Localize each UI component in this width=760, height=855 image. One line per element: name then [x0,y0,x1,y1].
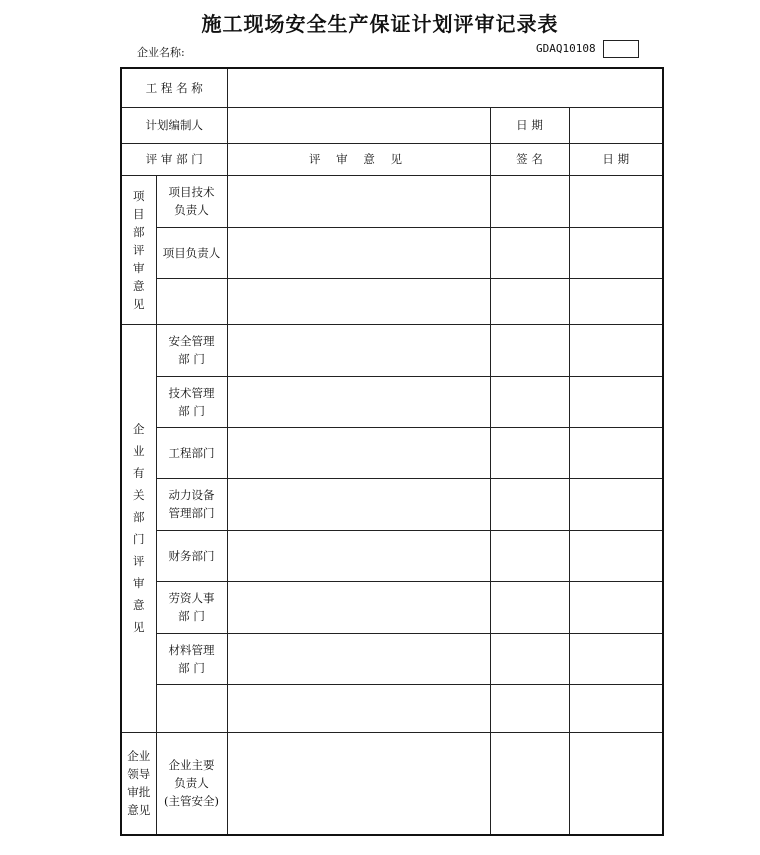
company-name-label: 企业名称: [137,46,185,59]
dept-labor-personnel: 劳资人事 部 门 [156,581,227,633]
opinion-cell[interactable] [227,581,490,633]
dept-enterprise-blank[interactable] [156,684,227,732]
dept-project-lead: 项目负责人 [156,227,227,278]
project-name-value[interactable] [227,68,663,107]
date-cell[interactable] [569,478,663,530]
sign-cell[interactable] [490,581,569,633]
dept-materials-management: 材料管理 部 门 [156,633,227,684]
project-name-label: 工 程 名 称 [121,68,227,107]
dept-project-blank[interactable] [156,278,227,324]
date-cell[interactable] [569,175,663,227]
date-cell[interactable] [569,227,663,278]
header-sign: 签 名 [490,143,569,175]
opinion-cell[interactable] [227,175,490,227]
header-date: 日 期 [569,143,663,175]
opinion-cell[interactable] [227,732,490,835]
planner-label: 计划编制人 [121,107,227,143]
review-record-table [120,67,664,836]
form-code: GDAQ10108 [536,42,596,55]
opinion-cell[interactable] [227,227,490,278]
opinion-cell[interactable] [227,684,490,732]
dept-tech-management: 技术管理 部 门 [156,376,227,427]
project-section-label: 项 目 部 评 审 意 见 [121,175,156,324]
opinion-cell[interactable] [227,427,490,478]
dept-enterprise-principal: 企业主要 负责人 (主管安全) [156,732,227,835]
date-cell[interactable] [569,376,663,427]
date-cell[interactable] [569,732,663,835]
date-cell[interactable] [569,278,663,324]
sign-cell[interactable] [490,427,569,478]
sign-cell[interactable] [490,227,569,278]
sign-cell[interactable] [490,530,569,581]
date-cell[interactable] [569,427,663,478]
date-cell[interactable] [569,684,663,732]
date-cell[interactable] [569,581,663,633]
date-cell[interactable] [569,530,663,581]
sign-cell[interactable] [490,732,569,835]
dept-project-tech-lead: 项目技术 负责人 [156,175,227,227]
date-cell[interactable] [569,633,663,684]
form-title: 施工现场安全生产保证计划评审记录表 [201,12,559,36]
sign-cell[interactable] [490,175,569,227]
opinion-cell[interactable] [227,633,490,684]
header-dept: 评 审 部 门 [121,143,227,175]
plan-date-value[interactable] [569,107,663,143]
header-opinion: 评 审 意 见 [227,143,490,175]
dept-safety-management: 安全管理 部 门 [156,324,227,376]
sign-cell[interactable] [490,376,569,427]
plan-date-label: 日 期 [490,107,569,143]
planner-value[interactable] [227,107,490,143]
sign-cell[interactable] [490,633,569,684]
sign-cell[interactable] [490,478,569,530]
dept-finance: 财务部门 [156,530,227,581]
opinion-cell[interactable] [227,324,490,376]
opinion-cell[interactable] [227,278,490,324]
opinion-cell[interactable] [227,376,490,427]
sign-cell[interactable] [490,684,569,732]
date-cell[interactable] [569,324,663,376]
leader-section-label: 企业 领导 审批 意见 [121,732,156,835]
form-code-box[interactable] [603,40,639,58]
sign-cell[interactable] [490,324,569,376]
enterprise-section-label: 企 业 有 关 部 门 评 审 意 见 [121,324,156,732]
dept-power-equipment: 动力设备 管理部门 [156,478,227,530]
dept-engineering: 工程部门 [156,427,227,478]
sign-cell[interactable] [490,278,569,324]
opinion-cell[interactable] [227,478,490,530]
opinion-cell[interactable] [227,530,490,581]
